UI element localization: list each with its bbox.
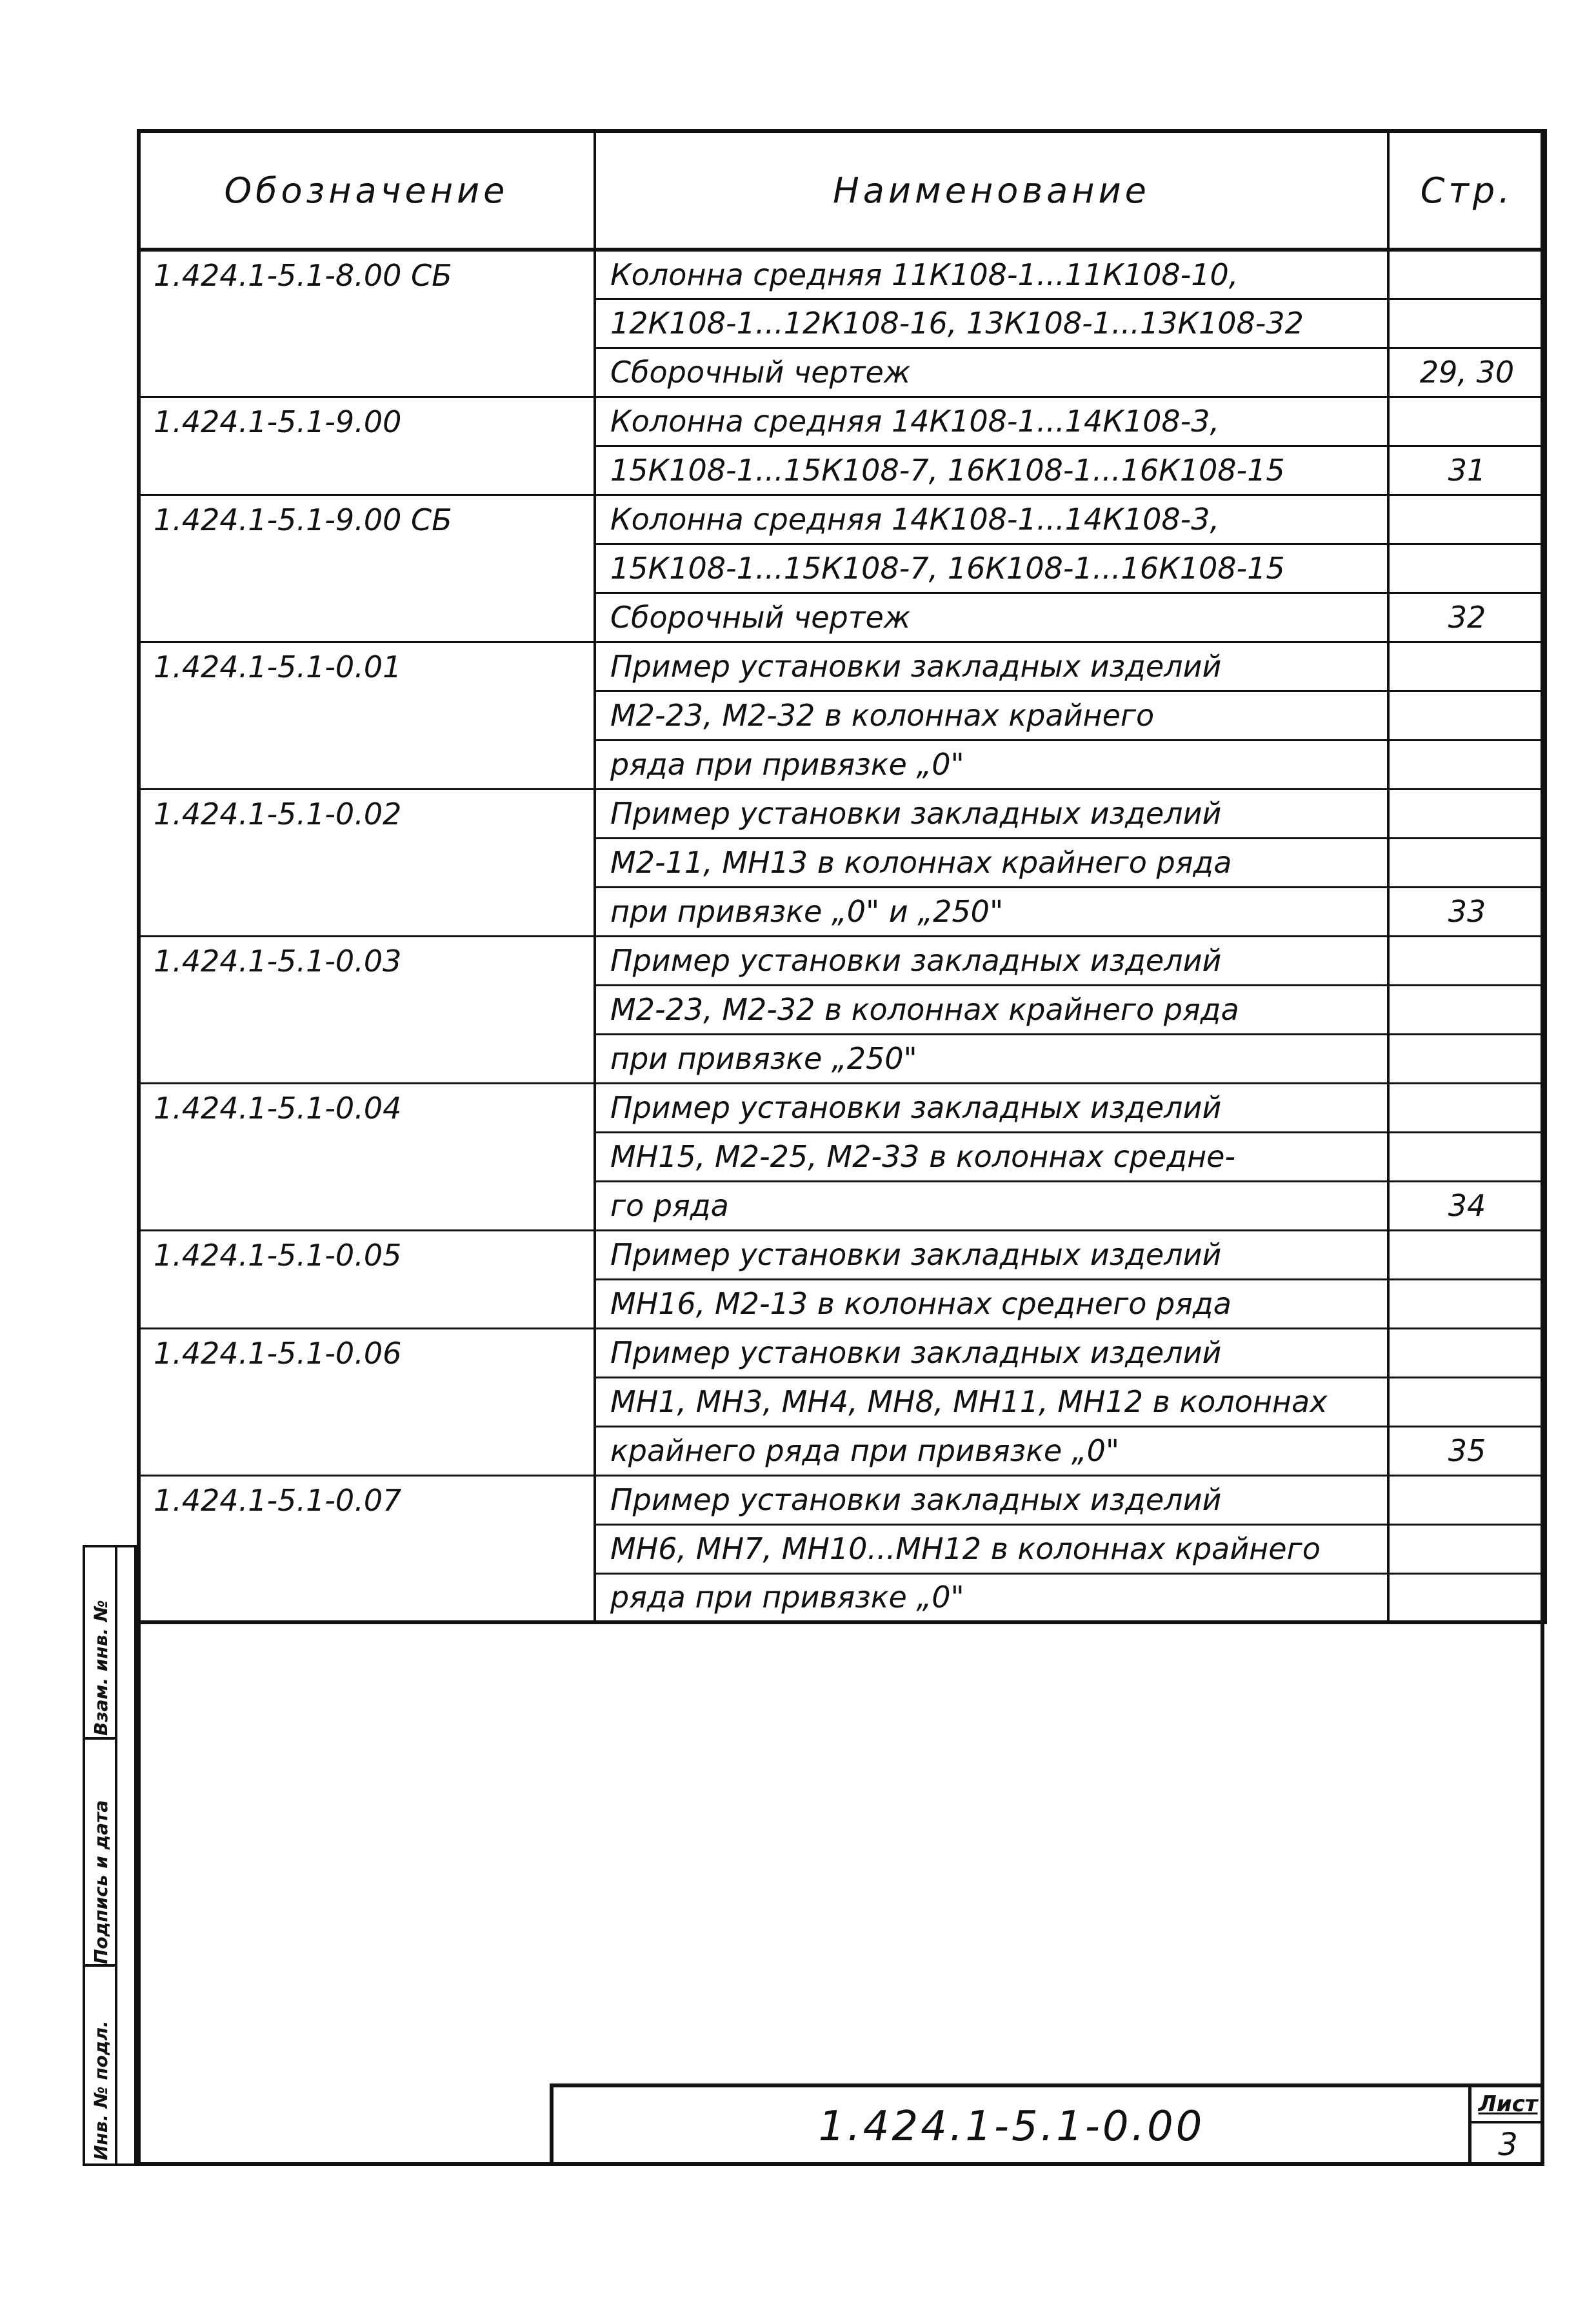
name-cell: 15К108-1...15К108-7, 16К108-1...16К108-15 xyxy=(595,446,1388,495)
page-cell xyxy=(1388,397,1546,446)
table-row xyxy=(138,397,1546,446)
table-row xyxy=(138,1426,1546,1475)
designation-cell xyxy=(138,740,595,789)
table-row xyxy=(138,593,1546,642)
name-cell: Пример установки закладных изделий xyxy=(595,1475,1388,1524)
page-cell: 35 xyxy=(1388,1426,1546,1475)
table-row xyxy=(138,691,1546,740)
name-cell: Колонна средняя 11К108-1...11К108-10, xyxy=(595,250,1388,299)
designation-cell xyxy=(138,1132,595,1181)
designation-cell xyxy=(138,1279,595,1328)
designation-cell: 1.424.1-5.1-9.00 xyxy=(138,397,595,446)
designation-cell: 1.424.1-5.1-8.00 СБ xyxy=(138,250,595,299)
header-name: Наименование xyxy=(595,131,1388,250)
table-row xyxy=(138,936,1546,985)
name-cell: крайнего ряда при привязке „0" xyxy=(595,1426,1388,1475)
page-cell xyxy=(1388,299,1546,348)
stamp-divider xyxy=(115,1547,117,2163)
designation-cell xyxy=(138,985,595,1034)
page-cell xyxy=(1388,544,1546,593)
page-cell xyxy=(1388,250,1546,299)
page-cell xyxy=(1388,1083,1546,1132)
page-cell xyxy=(1388,985,1546,1034)
page-cell xyxy=(1388,789,1546,838)
table-row xyxy=(138,985,1546,1034)
designation-cell xyxy=(138,1034,595,1083)
designation-cell xyxy=(138,299,595,348)
designation-cell: 1.424.1-5.1-0.07 xyxy=(138,1475,595,1524)
table-row xyxy=(138,1181,1546,1230)
table-row xyxy=(138,1083,1546,1132)
name-cell: Колонна средняя 14К108-1...14К108-3, xyxy=(595,495,1388,544)
page-cell xyxy=(1388,691,1546,740)
designation-cell xyxy=(138,348,595,397)
page-cell: 33 xyxy=(1388,887,1546,936)
stamp-inv-no-orig: Инв. № подл. xyxy=(90,2020,112,2160)
name-cell: ряда при привязке „0" xyxy=(595,740,1388,789)
designation-cell xyxy=(138,1524,595,1573)
specification-table xyxy=(137,129,1547,1624)
page-cell: 29, 30 xyxy=(1388,348,1546,397)
name-cell: Пример установки закладных изделий xyxy=(595,1328,1388,1377)
table-row xyxy=(138,446,1546,495)
name-cell: при привязке „0" и „250" xyxy=(595,887,1388,936)
page-cell xyxy=(1388,642,1546,691)
designation-cell xyxy=(138,838,595,887)
table-row xyxy=(138,789,1546,838)
table-row xyxy=(138,1475,1546,1524)
designation-cell xyxy=(138,1573,595,1622)
designation-cell xyxy=(138,593,595,642)
name-cell: Пример установки закладных изделий xyxy=(595,789,1388,838)
page-cell xyxy=(1388,1132,1546,1181)
designation-cell: 1.424.1-5.1-9.00 СБ xyxy=(138,495,595,544)
name-cell: Пример установки закладных изделий xyxy=(595,1230,1388,1279)
page-cell xyxy=(1388,1573,1546,1622)
page-cell: 34 xyxy=(1388,1181,1546,1230)
table-row xyxy=(138,740,1546,789)
name-cell: при привязке „250" xyxy=(595,1034,1388,1083)
table-row xyxy=(138,1377,1546,1426)
name-cell: го ряда xyxy=(595,1181,1388,1230)
page-cell xyxy=(1388,1377,1546,1426)
page-cell xyxy=(1388,838,1546,887)
page-cell xyxy=(1388,936,1546,985)
stamp-replaced-inv-no: Взам. инв. № xyxy=(90,1600,112,1736)
table-row xyxy=(138,250,1546,299)
designation-cell: 1.424.1-5.1-0.06 xyxy=(138,1328,595,1377)
name-cell: М2-23, М2-32 в колоннах крайнего ряда xyxy=(595,985,1388,1034)
header-page: Стр. xyxy=(1388,131,1546,250)
page-cell xyxy=(1388,1279,1546,1328)
name-cell: Сборочный чертеж xyxy=(595,593,1388,642)
table-row xyxy=(138,544,1546,593)
table-row xyxy=(138,1573,1546,1622)
header-row xyxy=(138,131,1546,250)
designation-cell: 1.424.1-5.1-0.03 xyxy=(138,936,595,985)
page-cell: 32 xyxy=(1388,593,1546,642)
name-cell: М2-23, М2-32 в колоннах крайнего xyxy=(595,691,1388,740)
table-row xyxy=(138,1230,1546,1279)
name-cell: ряда при привязке „0" xyxy=(595,1573,1388,1622)
designation-cell xyxy=(138,1426,595,1475)
sheet-label: Лист xyxy=(1471,2087,1544,2123)
sheet-box xyxy=(1468,2087,1544,2166)
designation-cell: 1.424.1-5.1-0.05 xyxy=(138,1230,595,1279)
table-row xyxy=(138,1279,1546,1328)
header-designation: Обозначение xyxy=(138,131,595,250)
page-cell xyxy=(1388,740,1546,789)
table-row xyxy=(138,1034,1546,1083)
name-cell: Пример установки закладных изделий xyxy=(595,642,1388,691)
designation-cell xyxy=(138,1377,595,1426)
sheet-number: 3 xyxy=(1498,2127,1518,2163)
name-cell: Пример установки закладных изделий xyxy=(595,1083,1388,1132)
stamp-cell-inv-orig xyxy=(85,1967,115,2166)
table-row xyxy=(138,887,1546,936)
name-cell: МН16, М2-13 в колоннах среднего ряда xyxy=(595,1279,1388,1328)
table-row xyxy=(138,299,1546,348)
designation-cell: 1.424.1-5.1-0.01 xyxy=(138,642,595,691)
table-row xyxy=(138,495,1546,544)
table-row xyxy=(138,1132,1546,1181)
table-row xyxy=(138,1524,1546,1573)
designation-cell: 1.424.1-5.1-0.04 xyxy=(138,1083,595,1132)
page-cell xyxy=(1388,495,1546,544)
table-row xyxy=(138,838,1546,887)
designation-cell xyxy=(138,1181,595,1230)
stamp-signature-date: Подпись и дата xyxy=(90,1800,112,1964)
page-cell xyxy=(1388,1524,1546,1573)
stamp-cell-replaced-inv xyxy=(85,1547,115,1740)
page-cell: 31 xyxy=(1388,446,1546,495)
title-block xyxy=(550,2083,1544,2166)
name-cell: МН6, МН7, МН10...МН12 в колоннах крайнего xyxy=(595,1524,1388,1573)
name-cell: М2-11, МН13 в колоннах крайнего ряда xyxy=(595,838,1388,887)
page-cell xyxy=(1388,1034,1546,1083)
name-cell: Пример установки закладных изделий xyxy=(595,936,1388,985)
designation-cell xyxy=(138,544,595,593)
page-cell xyxy=(1388,1475,1546,1524)
name-cell: МН15, М2-25, М2-33 в колоннах средне- xyxy=(595,1132,1388,1181)
page-cell xyxy=(1388,1328,1546,1377)
stamp-cell-signature xyxy=(85,1740,115,1967)
name-cell: 15К108-1...15К108-7, 16К108-1...16К108-15 xyxy=(595,544,1388,593)
table-row xyxy=(138,348,1546,397)
name-cell: 12К108-1...12К108-16, 13К108-1...13К108-32 xyxy=(595,299,1388,348)
designation-cell: 1.424.1-5.1-0.02 xyxy=(138,789,595,838)
designation-cell xyxy=(138,691,595,740)
table-row xyxy=(138,1328,1546,1377)
page-cell xyxy=(1388,1230,1546,1279)
name-cell: Колонна средняя 14К108-1...14К108-3, xyxy=(595,397,1388,446)
side-stamp xyxy=(83,1545,137,2166)
designation-cell xyxy=(138,446,595,495)
table-body xyxy=(138,250,1546,1622)
designation-cell xyxy=(138,887,595,936)
name-cell: МН1, МН3, МН4, МН8, МН11, МН12 в колоннах xyxy=(595,1377,1388,1426)
name-cell: Сборочный чертеж xyxy=(595,348,1388,397)
table-row xyxy=(138,642,1546,691)
document-code: 1.424.1-5.1-0.00 xyxy=(818,2103,1205,2151)
